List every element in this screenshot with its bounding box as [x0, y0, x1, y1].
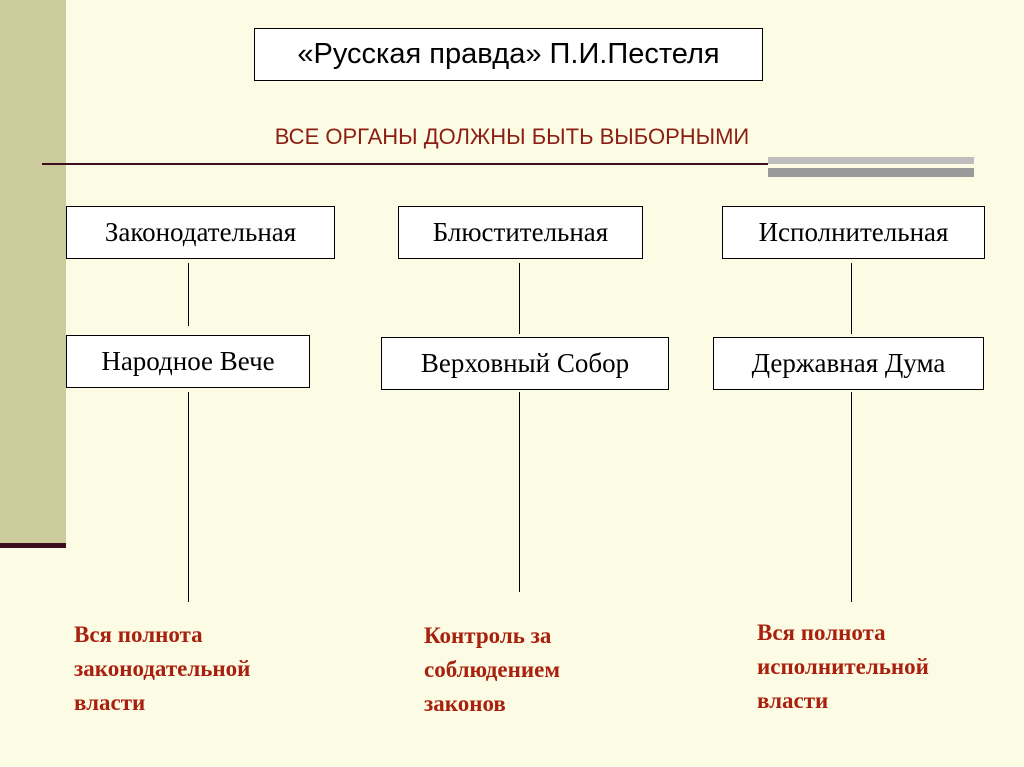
header-accent-bar — [768, 157, 974, 177]
description-line: соблюдением — [424, 657, 561, 682]
description-line: исполнительной — [757, 654, 929, 679]
body-legislative: Народное Вече — [66, 335, 310, 388]
description-line: Вся полнота — [757, 620, 886, 645]
description-line: законов — [424, 691, 506, 716]
body-guardian: Верховный Собор — [381, 337, 669, 390]
description-line: Вся полнота — [74, 622, 203, 647]
subtitle: ВСЕ ОРГАНЫ ДОЛЖНЫ БЫТЬ ВЫБОРНЫМИ — [274, 124, 750, 149]
description-line: Контроль за — [424, 623, 552, 648]
description-line: власти — [74, 690, 146, 715]
connector-line — [519, 263, 520, 334]
description-line: законодательной — [74, 656, 251, 681]
connector-line — [851, 263, 852, 334]
description-guardian — [424, 619, 560, 721]
branch-label-guardian: Блюстительная — [398, 206, 643, 259]
sidebar-rule — [0, 543, 66, 548]
page-title: «Русская правда» П.И.Пестеля — [254, 28, 763, 81]
connector-line — [188, 263, 189, 326]
connector-line — [851, 392, 852, 602]
description-line: власти — [757, 688, 829, 713]
branch-label-executive: Исполнительная — [722, 206, 985, 259]
description-legislative — [74, 618, 250, 720]
description-executive — [757, 616, 929, 718]
connector-line — [519, 392, 520, 592]
body-executive: Державная Дума — [713, 337, 984, 390]
branch-label-legislative: Законодательная — [66, 206, 335, 259]
connector-line — [188, 392, 189, 602]
decorative-sidebar — [0, 0, 66, 548]
